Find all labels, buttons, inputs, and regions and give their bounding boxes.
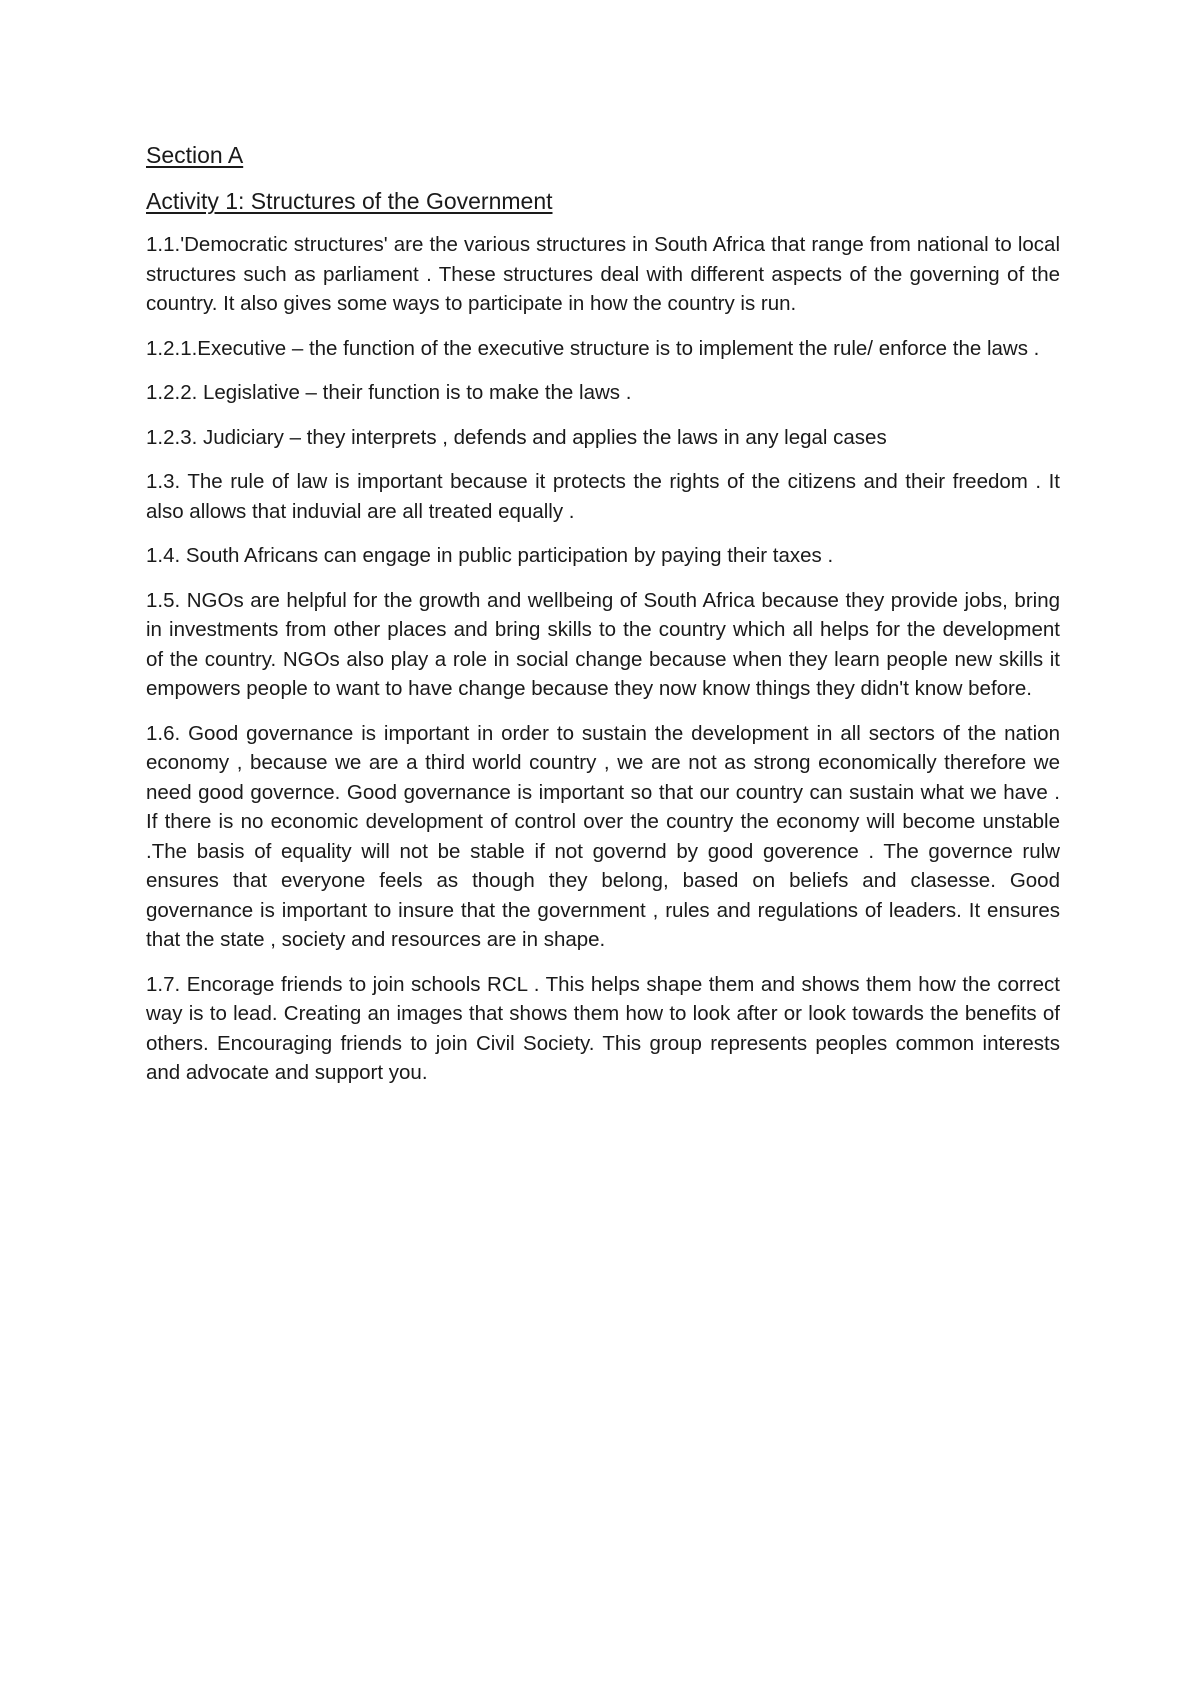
paragraph-1-4: 1.4. South Africans can engage in public participation by paying their taxes . <box>146 544 834 567</box>
paragraph-1-7: 1.7. Encorage friends to join schools RCL . This helps shape them and shows them how the correct way is to lead. Creating an images that shows them how to look after or look towards the benefits of others. Encouraging friends to join Civil Society. This group represents peoples common interests and advocate and support you. <box>146 972 1060 1084</box>
activity-title: Activity 1: Structures of the Government <box>146 188 553 214</box>
section-title: Section A <box>146 142 244 168</box>
paragraph-1-5: 1.5. NGOs are helpful for the growth and wellbeing of South Africa because they provide jobs, bring in investments from other places and bring skills to the country which all helps for the development of the country. NGOs also play a role in social change because when they learn people new skills it empowers people to want to have change because they now know things they didn't know before. <box>146 588 1060 700</box>
paragraph-1-3: 1.3. The rule of law is important because it protects the rights of the citizens and their freedom . It also allows that induvial are all treated equally . <box>146 470 1060 523</box>
paragraph-1-6: 1.6. Good governance is important in order to sustain the development in all sectors of the nation economy , because we are a third world country , we are not as strong economically therefore we need good governce. Good governance is important so that our country can sustain what we have . If there is no economic development of control over the country the economy will become unstable .The basis of equality will not be stable if not governd by good goverence . The governce rulw ensures that everyone feels as though they belong, based on beliefs and clasesse. Good governance is important to insure that the government , rules and regulations of leaders. It ensures that the state , society and resources are in shape. <box>146 721 1060 951</box>
paragraph-1-1: 1.1.'Democratic structures' are the various structures in South Africa that range from national to local structures such as parliament . These structures deal with different aspects of the governing of the country. It also gives some ways to participate in how the country is run. <box>146 233 1060 315</box>
paragraph-1-2-1: 1.2.1.Executive – the function of the executive structure is to implement the rule/ enforce the laws . <box>146 336 1040 360</box>
document-page <box>146 140 1060 1103</box>
paragraph-1-2-3: 1.2.3. Judiciary – they interprets , defends and applies the laws in any legal cases <box>146 425 887 449</box>
paragraph-1-2-2: 1.2.2. Legislative – their function is to make the laws . <box>146 381 632 404</box>
